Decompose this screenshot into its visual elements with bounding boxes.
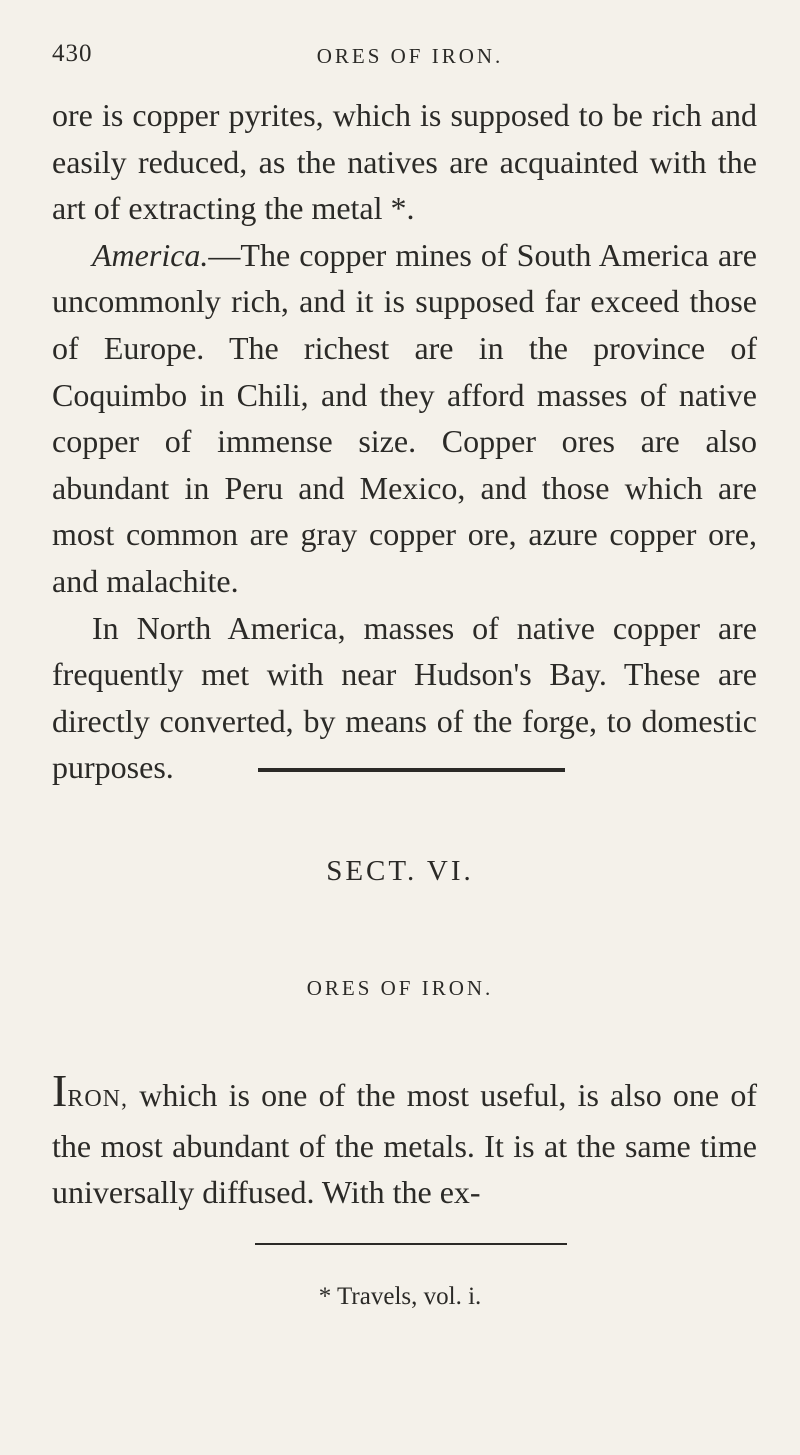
footnote-rule [255, 1243, 567, 1245]
section-divider-rule [258, 768, 565, 772]
body-text-lower [52, 1065, 757, 1216]
paragraph-iron [52, 1065, 757, 1216]
page-header [52, 36, 748, 76]
section-number: SECT. VI. [326, 855, 474, 887]
drop-cap: I [52, 1065, 68, 1116]
paragraph-iron-text: which is one of the most useful, is also one of the most abundant of the metals. It is at the same time universally diffused. With the ex- [52, 1077, 757, 1211]
paragraph-america [52, 232, 757, 605]
body-text-upper [52, 92, 757, 791]
paragraph-lead-america: America. [92, 236, 209, 273]
paragraph-america-text: —The copper mines of South America are uncommonly rich, and it is supposed far exceed those of Europe. The richest are in the province of Coquimbo in Chili, and they afford masses of native copper of immense size. Copper ores are also abundant in Peru and Mexico, and those which are most common are gray copper ore, azure copper ore, and malachite. [52, 236, 757, 599]
footnote: * Travels, vol. i. [318, 1283, 482, 1310]
paragraph-north-america: In North America, masses of native copper are frequently met with near Hudson's Bay. These are directly converted, by means of the forge, to domestic purposes. [52, 609, 757, 786]
page-number: 430 [52, 40, 93, 67]
paragraph-continuation: ore is copper pyrites, which is supposed to be rich and easily reduced, as the natives are acquainted with the art of extracting the metal *. [52, 97, 757, 227]
small-caps-word: RON, [67, 1086, 128, 1112]
section-title: ORES OF IRON. [306, 976, 494, 1000]
running-head: ORES OF IRON. [316, 44, 504, 68]
